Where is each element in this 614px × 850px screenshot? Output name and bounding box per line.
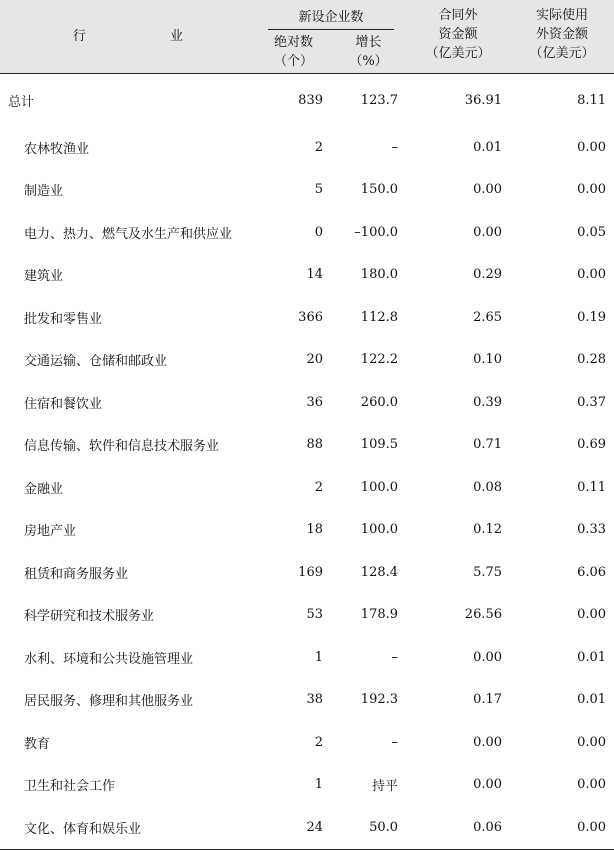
- count-cell: 24: [256, 806, 331, 849]
- header-contract-amount: [406, 0, 510, 74]
- industry-cell: 租赁和商务服务业: [24, 566, 129, 582]
- contract-amount-cell: 0.00: [473, 182, 503, 198]
- count-cell: 36: [306, 394, 323, 410]
- growth-cell: 100.0: [360, 522, 399, 538]
- header-contract-unit: （亿美元）: [425, 46, 491, 61]
- table-row: [0, 466, 614, 509]
- contract-amount-cell: 0.29: [473, 267, 503, 283]
- industry-cell: 电力、热力、燃气及水生产和供应业: [24, 226, 233, 242]
- industry-cell: 金融业: [24, 481, 64, 497]
- contract-amount-cell: 0.06: [406, 806, 510, 849]
- industry-cell: 教育: [24, 736, 51, 752]
- table-row: [0, 169, 614, 212]
- contract-amount-cell: 5.75: [473, 564, 503, 580]
- actual-amount-cell: 0.00: [510, 806, 614, 849]
- table-row: [0, 806, 614, 849]
- contract-amount-cell: 0.01: [473, 139, 503, 155]
- table-row: [0, 594, 614, 637]
- actual-amount-cell: 0.69: [577, 437, 607, 453]
- table-row: [0, 339, 614, 382]
- actual-amount-cell: 8.11: [577, 92, 607, 108]
- header-new-enterprises: [256, 0, 406, 30]
- contract-amount-cell: 0.00: [473, 649, 503, 665]
- industry-cell: 农林牧渔业: [24, 141, 90, 157]
- table-row: [0, 211, 614, 254]
- count-cell: 1: [314, 649, 323, 665]
- growth-cell: 178.9: [360, 607, 399, 623]
- contract-amount-cell: 0.00: [473, 734, 503, 750]
- header-contract-line1: 合同外: [438, 8, 478, 23]
- header-absolute-label: 绝对数: [273, 34, 313, 50]
- growth-cell: –: [391, 734, 399, 750]
- industry-cell: 住宿和餐饮业: [24, 396, 103, 412]
- table-row: [0, 764, 614, 807]
- growth-cell: 50.0: [331, 806, 406, 849]
- table-row: [0, 296, 614, 339]
- industry-cell: 制造业: [24, 184, 64, 200]
- table-row: [0, 254, 614, 297]
- count-cell: 169: [298, 564, 323, 580]
- growth-cell: 109.5: [360, 437, 399, 453]
- header-absolute: [256, 30, 331, 74]
- industry-cell: 科学研究和技术服务业: [24, 609, 155, 625]
- growth-cell: –: [391, 139, 399, 155]
- header-industry: 行 业: [0, 0, 256, 74]
- growth-cell: 192.3: [360, 692, 399, 708]
- growth-cell: 持平: [372, 779, 399, 795]
- industry-cell: 交通运输、仓储和邮政业: [24, 354, 168, 370]
- growth-cell: 123.7: [360, 92, 399, 108]
- count-cell: 1: [314, 777, 323, 793]
- industry-cell: 居民服务、修理和其他服务业: [24, 694, 194, 710]
- industry-cell: 房地产业: [24, 524, 77, 540]
- count-cell: 366: [298, 309, 323, 325]
- count-cell: 20: [306, 352, 323, 368]
- table-row: [0, 381, 614, 424]
- industry-cell: 批发和零售业: [24, 311, 103, 327]
- actual-amount-cell: 0.00: [577, 267, 607, 283]
- industry-cell: 卫生和社会工作: [24, 779, 116, 795]
- industry-cell: 信息传输、软件和信息技术服务业: [24, 439, 220, 455]
- header-growth: [331, 30, 406, 74]
- actual-amount-cell: 0.00: [577, 607, 607, 623]
- header-actual-line2: 外资金额: [536, 27, 589, 42]
- contract-amount-cell: 0.39: [473, 394, 503, 410]
- industry-cell: 水利、环境和公共设施管理业: [24, 651, 194, 667]
- count-cell: 2: [314, 734, 323, 750]
- contract-amount-cell: 2.65: [473, 309, 503, 325]
- contract-amount-cell: 0.10: [473, 352, 503, 368]
- actual-amount-cell: 0.00: [577, 139, 607, 155]
- table-row: [0, 509, 614, 552]
- growth-cell: –: [391, 649, 399, 665]
- contract-amount-cell: 0.00: [473, 777, 503, 793]
- count-cell: 2: [314, 479, 323, 495]
- table-row: [0, 636, 614, 679]
- actual-amount-cell: 0.11: [577, 479, 607, 495]
- industry-cell: 建筑业: [24, 269, 64, 285]
- contract-amount-cell: 26.56: [464, 607, 503, 623]
- header-absolute-unit: （个）: [273, 53, 313, 69]
- table-row: [0, 679, 614, 722]
- table-row: [0, 551, 614, 594]
- header-growth-unit: （%）: [349, 53, 388, 69]
- actual-amount-cell: 0.05: [577, 224, 607, 240]
- header-actual-unit: （亿美元）: [529, 46, 595, 61]
- table-row-total: [0, 74, 614, 127]
- count-cell: 18: [306, 522, 323, 538]
- table-header: [0, 0, 614, 74]
- actual-amount-cell: 0.37: [577, 394, 607, 410]
- count-cell: 88: [306, 437, 323, 453]
- table-row: [0, 126, 614, 169]
- actual-amount-cell: 0.00: [577, 182, 607, 198]
- count-cell: 839: [298, 92, 323, 108]
- header-actual-line1: 实际使用: [536, 8, 589, 23]
- growth-cell: 150.0: [360, 182, 399, 198]
- actual-amount-cell: 0.00: [577, 777, 607, 793]
- growth-cell: 122.2: [360, 352, 399, 368]
- count-cell: 5: [314, 182, 323, 198]
- growth-cell: 112.8: [360, 309, 399, 325]
- actual-amount-cell: 0.33: [577, 522, 607, 538]
- actual-amount-cell: 6.06: [577, 564, 607, 580]
- table-row: [0, 424, 614, 467]
- count-cell: 0: [314, 224, 323, 240]
- actual-amount-cell: 0.19: [577, 309, 607, 325]
- actual-amount-cell: 0.01: [577, 649, 607, 665]
- table-row: [0, 721, 614, 764]
- contract-amount-cell: 0.00: [473, 224, 503, 240]
- count-cell: 53: [306, 607, 323, 623]
- actual-amount-cell: 0.28: [577, 352, 607, 368]
- industry-cell: 文化、体育和娱乐业: [0, 806, 256, 849]
- count-cell: 38: [306, 692, 323, 708]
- contract-amount-cell: 36.91: [464, 92, 503, 108]
- header-contract-line2: 资金额: [438, 27, 478, 42]
- contract-amount-cell: 0.12: [473, 522, 503, 538]
- table-body: [0, 74, 614, 850]
- industry-cell: 总计: [8, 94, 35, 110]
- growth-cell: 128.4: [360, 564, 399, 580]
- contract-amount-cell: 0.17: [473, 692, 503, 708]
- growth-cell: 100.0: [360, 479, 399, 495]
- growth-cell: –100.0: [354, 224, 399, 240]
- growth-cell: 260.0: [360, 394, 399, 410]
- contract-amount-cell: 0.71: [473, 437, 503, 453]
- count-cell: 2: [314, 139, 323, 155]
- contract-amount-cell: 0.08: [473, 479, 503, 495]
- header-new-enterprises-label: 新设企业数: [268, 1, 394, 30]
- header-growth-label: 增长: [355, 34, 382, 50]
- count-cell: 14: [306, 267, 323, 283]
- actual-amount-cell: 0.00: [577, 734, 607, 750]
- actual-amount-cell: 0.01: [577, 692, 607, 708]
- growth-cell: 180.0: [360, 267, 399, 283]
- header-actual-amount: [510, 0, 614, 74]
